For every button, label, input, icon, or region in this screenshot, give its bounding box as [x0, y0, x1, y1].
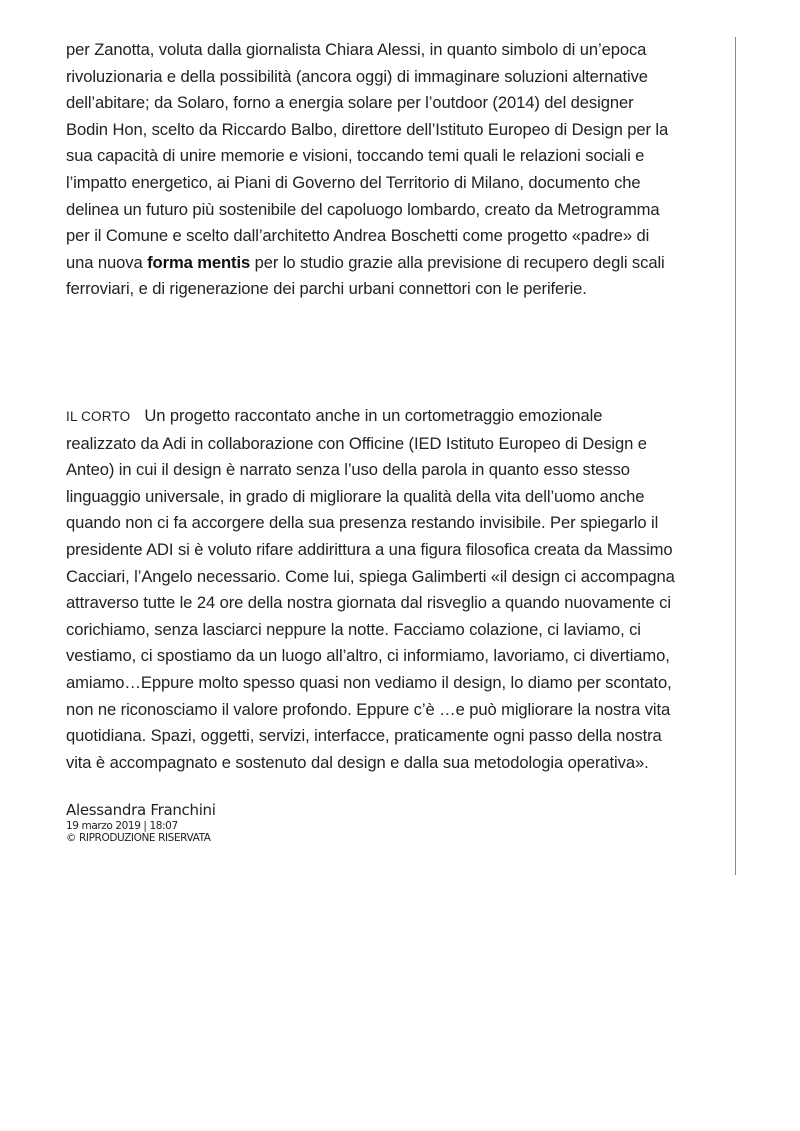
byline — [66, 800, 216, 844]
text-line: sua capacità di unire memorie e visioni, toccando temi quali le relazioni sociali e — [66, 146, 645, 166]
text-line: delinea un futuro più sostenibile del capoluogo lombardo, creato da Metrogramma — [66, 199, 660, 219]
text-line — [66, 403, 746, 431]
text-line: ferroviari, e di rigenerazione dei parchi urbani connettori con le periferie. — [66, 279, 587, 299]
text-line: quotidiana. Spazi, oggetti, servizi, interfacce, praticamente ogni passo della nostra — [66, 726, 662, 746]
text-line — [66, 250, 746, 277]
text-line: Anteo) in cui il design è narrato senza l’uso della parola in quanto esso stesso — [66, 460, 630, 480]
text-line: linguaggio universale, in grado di migliorare la qualità della vita dell’uomo anche — [66, 486, 645, 506]
text-line: per Zanotta, voluta dalla giornalista Chiara Alessi, in quanto simbolo di un’epoca — [66, 40, 647, 59]
text-line: vita è accompagnato e sostenuto dal design e dalla sua metodologia operativa». — [66, 752, 649, 772]
text-line: l’impatto energetico, ai Piani di Governo del Territorio di Milano, documento che — [66, 172, 641, 192]
text-line: vestiamo, ci spostiamo da un luogo all’altro, ci informiamo, lavoriamo, ci divertiamo, — [66, 646, 670, 666]
text-line: quando non ci fa accorgere della sua presenza restando invisibile. Per spiegarlo il — [66, 513, 659, 533]
copyright-notice: © RIPRODUZIONE RISERVATA — [66, 832, 211, 844]
text-line: amiamo…Eppure molto spesso quasi non vediamo il design, lo diamo per scontato, — [66, 672, 672, 692]
text-line: Bodin Hon, scelto da Riccardo Balbo, direttore dell’Istituto Europeo di Design per la — [66, 119, 669, 139]
text-line: attraverso tutte le 24 ore della nostra giornata dal risveglio a quando nuovamente ci — [66, 593, 671, 613]
text-line: per il Comune e scelto dall’architetto Andrea Boschetti come progetto «padre» di — [66, 226, 650, 246]
text-line: presidente ADI si è voluto rifare addirittura a una figura filosofica creata da Massimo — [66, 539, 673, 559]
text-line: rivoluzionaria e della possibilità (ancora oggi) di immaginare soluzioni alternative — [66, 66, 648, 86]
author-name: Alessandra Franchini — [66, 801, 216, 819]
text-line: Cacciari, l’Angelo necessario. Come lui, spiega Galimberti «il design ci accompagna — [66, 566, 675, 586]
publish-date: 19 marzo 2019 | 18:07 — [66, 820, 178, 832]
text-line: non ne riconosciamo il valore profondo. Eppure c’è …e può migliorare la nostra vita — [66, 699, 671, 719]
text-run: una nuova — [66, 252, 148, 272]
section-kicker: IL CORTO — [66, 409, 131, 424]
text-run: Un progetto raccontato anche in un cortometraggio emozionale — [144, 406, 603, 425]
article-paragraph-2 — [66, 403, 746, 776]
text-line: corichiamo, senza lasciarci neppure la notte. Facciamo colazione, ci laviamo, ci — [66, 619, 641, 639]
article-paragraph-1 — [66, 37, 746, 303]
text-run: per lo studio grazie alla previsione di recupero degli scali — [250, 252, 665, 272]
text-line: realizzato da Adi in collaborazione con Officine (IED Istituto Europeo di Design e — [66, 433, 647, 453]
text-line: dell’abitare; da Solaro, forno a energia solare per l’outdoor (2014) del designer — [66, 93, 634, 113]
emphasis-forma-mentis: forma mentis — [147, 252, 251, 272]
